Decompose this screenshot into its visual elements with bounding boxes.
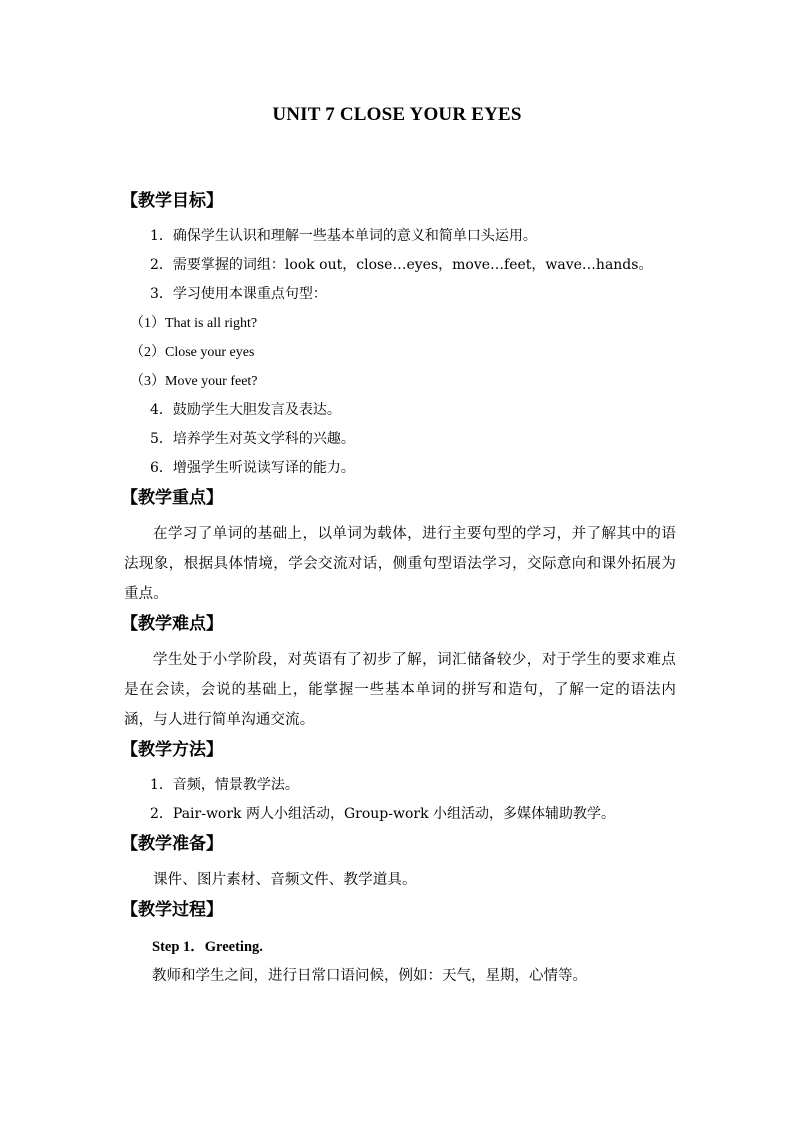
section-heading-methods: 【教学方法】 xyxy=(121,740,223,760)
objective-item: 5．培养学生对英文学科的兴趣。 xyxy=(150,431,355,447)
objective-item: 6．增强学生听说读写译的能力。 xyxy=(150,460,355,476)
document-title: UNIT 7 CLOSE YOUR EYES xyxy=(272,104,522,125)
step-description: 教师和学生之间，进行日常口语问候，例如：天气，星期，心情等。 xyxy=(152,968,587,984)
objective-item: 1．确保学生认识和理解一些基本单词的意义和简单口头运用。 xyxy=(150,228,537,244)
method-item: 2．Pair-work 两人小组活动，Group-work 小组活动，多媒体辅助教学。 xyxy=(150,806,616,822)
section-heading-preparation: 【教学准备】 xyxy=(121,834,223,854)
difficulties-paragraph: 学生处于小学阶段，对英语有了初步了解，词汇储备较少，对于学生的要求难点是在会读，会说的基础上，能掌握一些基本单词的拼写和造句，了解一定的语法内涵，与人进行简单沟通交流。 xyxy=(124,652,676,728)
preparation-paragraph: 课件、图片素材、音频文件、教学道具。 xyxy=(153,872,417,888)
sentence-pattern-item: （3）Move your feet? xyxy=(130,374,258,389)
method-item: 1．音频，情景教学法。 xyxy=(150,777,299,793)
section-heading-objectives: 【教学目标】 xyxy=(121,191,223,211)
key-points-paragraph: 在学习了单词的基础上，以单词为载体，进行主要句型的学习，并了解其中的语法现象，根据具体情境，学会交流对话，侧重句型语法学习，交际意向和课外拓展为重点。 xyxy=(124,526,676,602)
section-heading-process: 【教学过程】 xyxy=(121,900,223,920)
section-heading-difficulties: 【教学难点】 xyxy=(121,614,223,634)
sentence-pattern-item: （1）That is all right? xyxy=(130,316,258,331)
step-title: Step 1．Greeting. xyxy=(152,939,263,955)
objective-item: 4．鼓励学生大胆发言及表达。 xyxy=(150,402,341,418)
sentence-pattern-item: （2）Close your eyes xyxy=(130,345,255,360)
objective-item: 3．学习使用本课重点句型： xyxy=(150,286,327,302)
objective-item: 2．需要掌握的词组：look out，close…eyes，move…feet，wave…hands。 xyxy=(150,257,653,273)
document-body xyxy=(121,186,676,991)
section-heading-key-points: 【教学重点】 xyxy=(121,488,223,508)
